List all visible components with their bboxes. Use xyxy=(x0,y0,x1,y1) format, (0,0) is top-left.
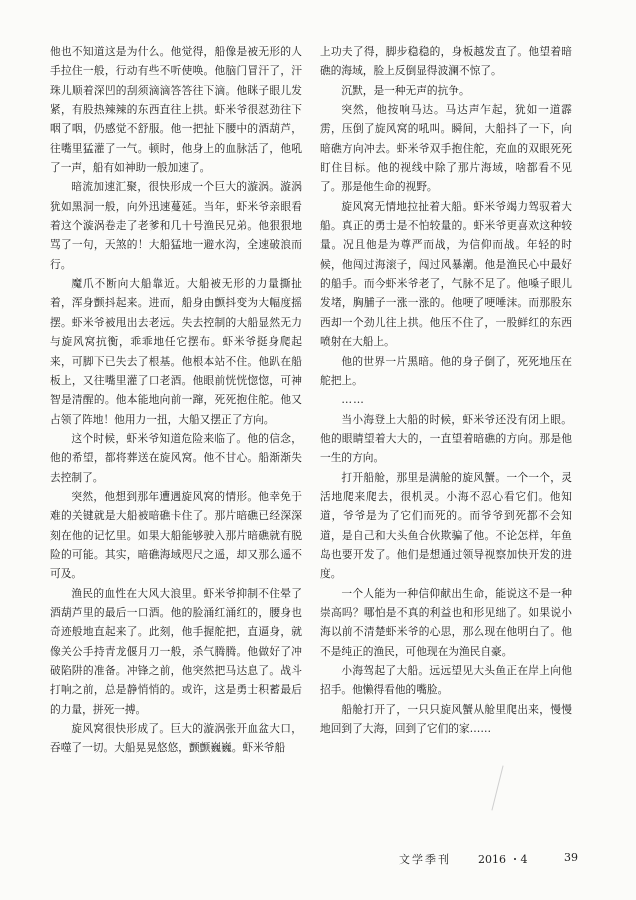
paragraph: 旋风窝很快形成了。巨大的漩涡张开血盆大口，吞噬了一切。大船晃晃悠悠，颤颤巍巍。虾米爷船 xyxy=(50,722,302,755)
paragraph: 他也不知道这是为什么。他觉得，船像是被无形的人手拉住一般，行动有些不听使唤。他脑门冒汗了，汗珠儿顺着深凹的刮须滴滴答答往下滴。他眯子眼儿发紧，有股热辣辣的东西直往上拱。虾米爷很怼劲往下咽了咽，仍感觉不舒服。他一把扯下腰中的酒葫芦，往嘴里猛灌了一气。顿时，他身上的血脉活了，他吼了一声，船有如神助一般加速了。 xyxy=(50,45,302,175)
page-footer xyxy=(0,851,636,871)
left-text-column xyxy=(50,42,302,758)
paragraph: 渔民的血性在大风大浪里。虾米爷抑制不住晕了酒葫芦里的最后一口酒。他的脸涌红涌红的，腰身也奇迹般地直起来了。此刻，他手握舵把，直逼身，就像关公手持青龙偃月刀一般，杀气腾腾。他做好了冲破陷阱的准备。冲锋之前，他突然把马达息了。战斗打响之前，总是静悄悄的。或许，这是勇士积蓄最后的力量，拼死一搏。 xyxy=(50,586,302,716)
paragraph: 他的世界一片黑暗。他的身子倒了，死死地压在舵把上。 xyxy=(320,354,572,387)
paragraph: 暗流加速汇聚，很快形成一个巨大的漩涡。漩涡犹如黑洞一般，向外迅速蔓延。当年，虾米爷亲眼看着这个漩涡卷走了老爹和几十号渔民兄弟。他狠狠地骂了一句，天煞的！大船猛地一避水沟，全速破浪而行。 xyxy=(50,180,302,271)
paragraph: 突然，他想到那年遭遇旋风窝的情形。他幸免于难的关键就是大船被暗礁卡住了。那片暗礁已经深深刻在他的记忆里。如果大船能够驶入那片暗礁就有脱险的可能。其实，暗礁海域咫尺之遥，却又那么遥不可及。 xyxy=(50,489,302,581)
paragraph: 当小海登上大船的时候，虾米爷还没有闭上眼。他的眼睛望着大大的，一直望着暗礁的方向。那是他一生的方向。 xyxy=(320,412,572,465)
paragraph: 魔爪不断向大船靠近。大船被无形的力量撕扯着，浑身颤抖起来。进而，船身由颤抖变为大幅度摇摆。虾米爷被甩出去老远。失去控制的大船显然无力与旋风窝抗衡，乖乖地任它摆布。虾米爷挺身爬起来，可脚下已失去了根基。他根本站不住。他趴在船板上，又往嘴里灌了口老酒。他眼前恍恍惚惚，可神智是清醒的。他本能地向前一蹿，死死抱住舵。他又占领了阵地！他用力一扭，大船又摆正了方向。 xyxy=(50,277,302,426)
paragraph: 船舱打开了，一只只旋风蟹从舱里爬出来，慢慢地回到了大海，回到了它们的家…… xyxy=(320,702,572,736)
magazine-name: 文学季刊 xyxy=(399,853,451,866)
paragraph: 打开船舱，那里是满舱的旋风蟹。一个一个，灵活地爬来爬去，很机灵。小海不忍心看它们。他知道，爷爷是为了它们而死的。而爷爷到死都不会知道，是自己和大头鱼合伙欺骗了他。不论怎样，年鱼岛也要开发了。他们是想通过领导视察加快开发的进度。 xyxy=(320,470,572,581)
paragraph: 沉默，是一种无声的抗争。 xyxy=(341,83,470,97)
issue-number: 2016 ・4 xyxy=(478,853,528,866)
paragraph: 一个人能为一种信仰献出生命，能说这不是一种崇高吗？哪怕是不真的利益也和形见绌了。如果说小海以前不清楚虾米爷的心思，那么现在他明白了。他不是纯正的渔民，可他现在为渔民自豪。 xyxy=(320,586,572,658)
paragraph: 小海驾起了大船。远远望见大头鱼正在岸上向他招手。他懒得看他的嘴脸。 xyxy=(320,664,572,697)
paragraph: 旋风窝无情地拉扯着大船。虾米爷竭力驾驭着大船。真正的勇士是不怕较量的。虾米爷更喜欢这种较量。况且他是为尊严而战，为信仰而战。年轻的时候，他闯过海滚子，闯过风暴潮。他是渔民心中最好的船手。而今虾米爷老了，气脉不足了。他嗓子眼儿发堵，胸脯子一涨一涨的。他哽了哽唾沫。而那股东西却一个劲儿往上拱。他压不住了，一股鲜红的东西喷射在大船上。 xyxy=(320,199,572,349)
paragraph: 突然，他按响马达。马达声乍起，犹如一道霹雳，压倒了旋风窝的吼叫。瞬间，大船抖了一下，向暗礁方向冲去。虾米爷双手抱住舵，充血的双眼死死盯住目标。他的视线中除了那片海域，啥都看不见了。那是他生命的视野。 xyxy=(320,103,572,194)
paper-scratch-mark xyxy=(491,766,503,811)
paragraph: …… xyxy=(341,393,365,407)
page-number: 39 xyxy=(564,851,578,864)
paragraph: 上功夫了得，脚步稳稳的，身板越发直了。他望着暗礁的海域，脸上反倒显得波澜不惊了。 xyxy=(320,45,572,78)
paragraph: 这个时候，虾米爷知道危险来临了。他的信念，他的希望，都将葬送在旋风窝。他不甘心。船渐渐失去控制了。 xyxy=(50,431,302,484)
right-text-column xyxy=(320,42,572,738)
